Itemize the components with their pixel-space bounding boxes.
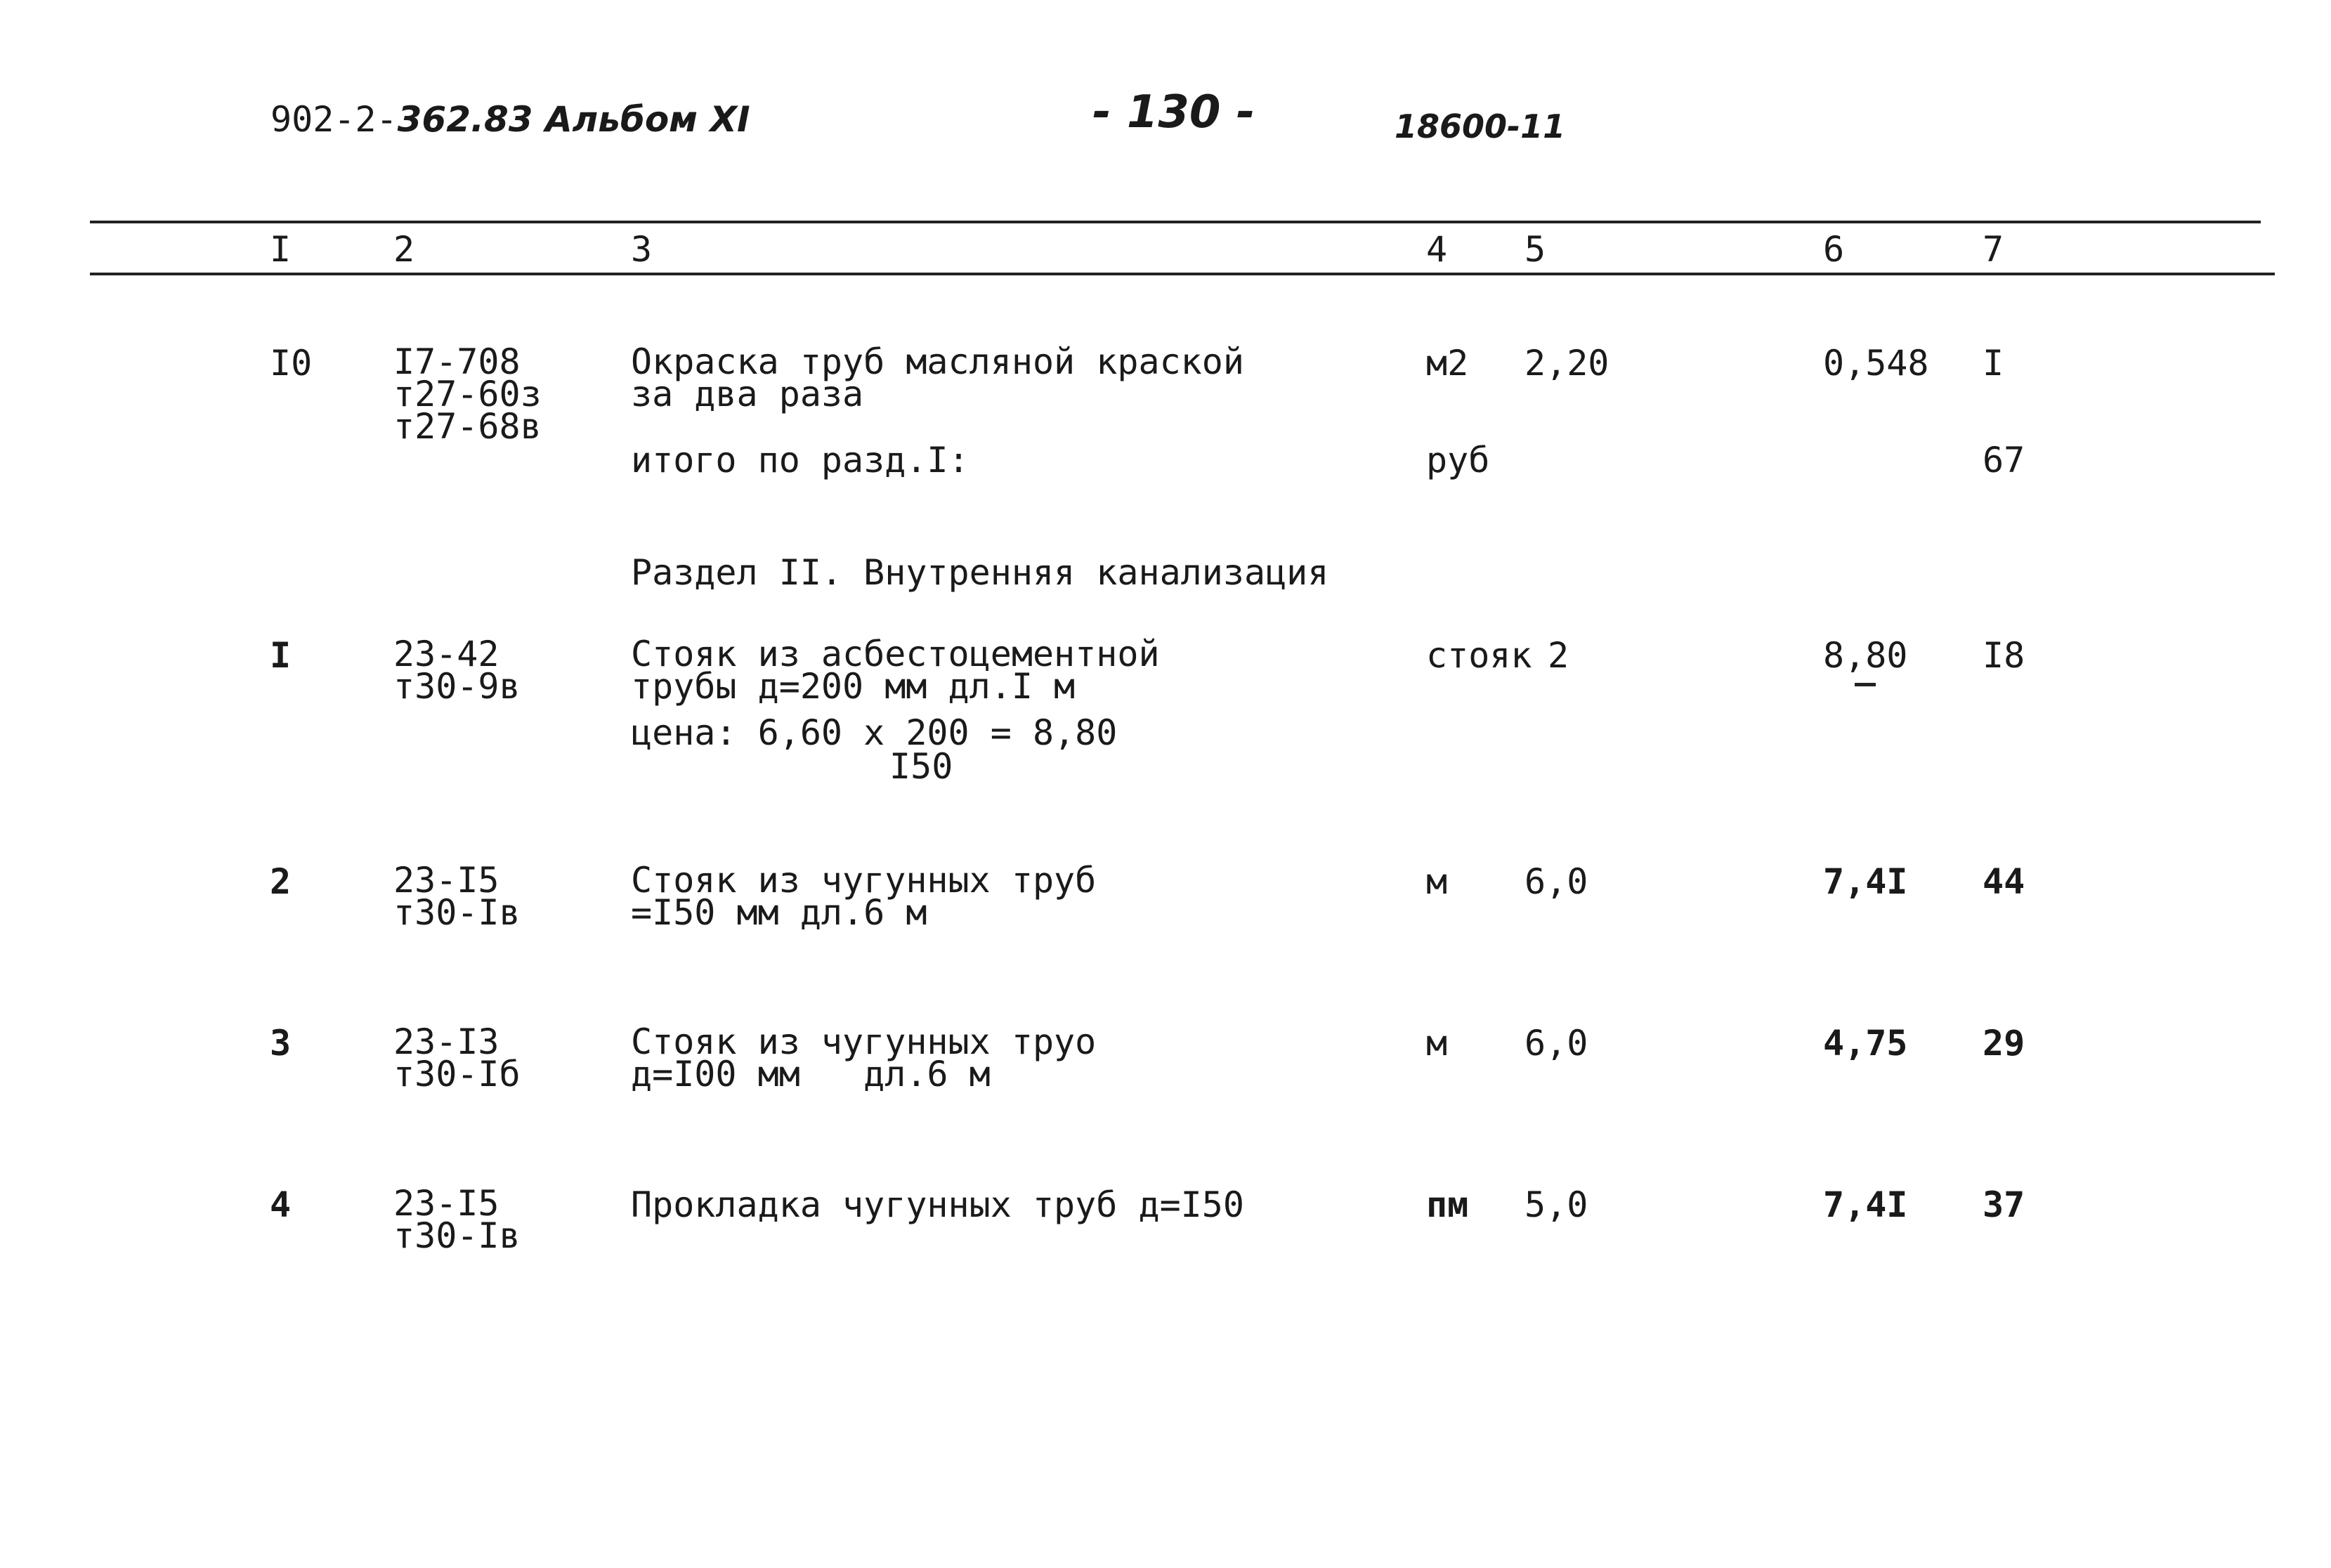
price-calculation-denominator: I50	[889, 746, 953, 787]
column-header-7: 7	[1983, 229, 2004, 270]
table-row-code: 23-I5 т30-Iв	[393, 1183, 521, 1256]
column-header-6: 6	[1823, 229, 1845, 270]
table-row-price: 4,75	[1823, 1023, 1908, 1064]
table-row-number: I	[270, 635, 292, 676]
table-row-unit: стояк	[1426, 635, 1532, 676]
section-title: Раздел II. Внутренняя канализация	[631, 552, 1329, 593]
column-header-3: 3	[631, 229, 653, 270]
table-row-quantity: 2	[1548, 635, 1569, 676]
subtotal-unit: руб	[1426, 440, 1490, 481]
table-row-price: 8,80	[1823, 635, 1908, 676]
table-row-number: I0	[270, 343, 313, 384]
column-header-1: I	[270, 229, 292, 270]
table-row-code: 23-I3 т30-Iб	[393, 1021, 521, 1095]
table-row-price: 7,4I	[1823, 861, 1908, 902]
table-row-unit: м	[1426, 1023, 1448, 1064]
table-row-quantity: 6,0	[1524, 861, 1588, 902]
table-row-unit: м	[1426, 861, 1448, 902]
table-row-quantity: 6,0	[1524, 1023, 1588, 1064]
table-header-rule	[90, 273, 2275, 275]
table-row-total: I8	[1983, 635, 2025, 676]
table-row-number: 4	[270, 1184, 292, 1225]
table-row-unit: м2	[1426, 343, 1469, 384]
table-row-total: 29	[1983, 1023, 2025, 1064]
subtotal-label: итого по разд.I:	[631, 440, 969, 481]
table-row-price: 0,548	[1823, 343, 1929, 384]
order-number: 18600-11	[1395, 107, 1566, 145]
table-row-quantity: 2,20	[1524, 343, 1610, 384]
table-row-code: 23-I5 т30-Iв	[393, 860, 521, 933]
table-row-unit: пм	[1426, 1184, 1469, 1225]
price-underline-mark	[1855, 683, 1876, 686]
page-number: - 130 -	[1092, 86, 1255, 138]
table-row-description: Стояк из чугунных труб =I50 мм дл.6 м	[631, 860, 1097, 933]
column-header-4: 4	[1426, 229, 1448, 270]
table-row-total: 44	[1983, 861, 2025, 902]
price-calculation-note: цена: 6,60 х 200 = 8,80	[631, 712, 1118, 753]
table-top-rule	[90, 221, 2261, 223]
column-header-5: 5	[1524, 229, 1546, 270]
table-row-code: 23-42 т30-9в	[393, 634, 521, 707]
subtotal-total: 67	[1983, 440, 2025, 481]
table-row-code: I7-708 т27-60з т27-68в	[393, 341, 542, 447]
table-row-number: 3	[270, 1023, 292, 1064]
table-row-number: 2	[270, 861, 292, 902]
table-row-quantity: 5,0	[1524, 1184, 1588, 1225]
table-row-description: Стояк из асбестоцементной трубы д=200 мм дл.I м	[631, 634, 1160, 707]
document-code	[270, 98, 750, 141]
table-row-total: 37	[1983, 1184, 2025, 1225]
document-code-printed: 902-2-	[270, 99, 398, 140]
table-row-description: Прокладка чугунных труб д=I50	[631, 1184, 1244, 1225]
column-header-2: 2	[393, 229, 415, 270]
table-row-total: I	[1983, 343, 2004, 384]
table-row-price: 7,4I	[1823, 1184, 1908, 1225]
table-row-description: Окраска труб масляной краской за два раза	[631, 341, 1244, 414]
table-row-description: Стояк из чугунных труо д=I00 мм дл.6 м	[631, 1021, 1097, 1095]
document-code-handwritten: 362.83 Альбом XI	[397, 99, 750, 140]
